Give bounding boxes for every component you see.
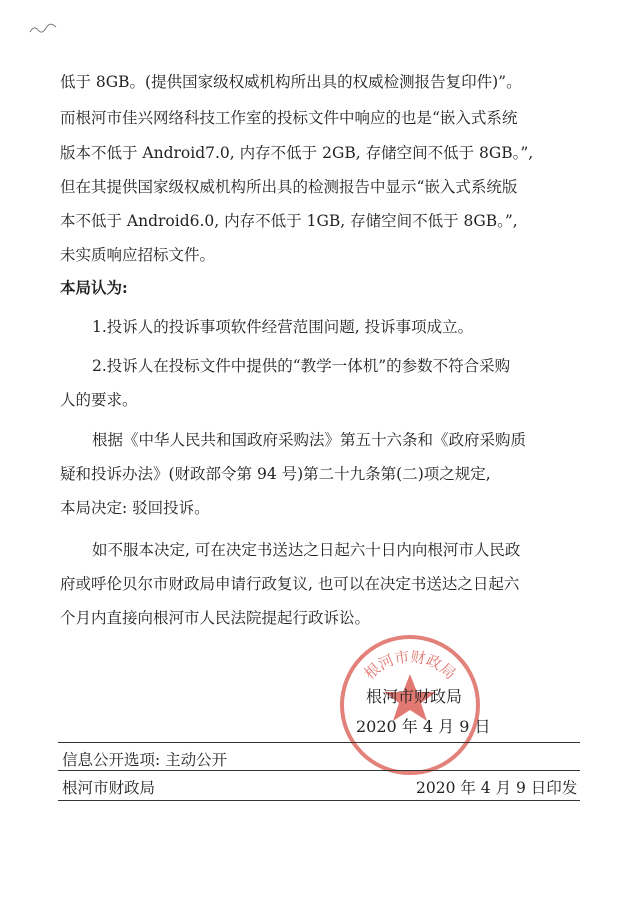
body-line: 而根河市佳兴网络科技工作室的投标文件中响应的也是“嵌入式系统 <box>60 109 518 127</box>
body-line: 府或呼伦贝尔市财政局申请行政复议, 也可以在决定书送达之日起六 <box>60 575 520 593</box>
body-line: 人的要求。 <box>60 391 138 409</box>
body-line: 根据《中华人民共和国政府采购法》第五十六条和《政府采购质 <box>92 431 527 449</box>
signature-date: 2020 年 4 月 9 日 <box>356 717 491 736</box>
divider-bottom <box>58 800 580 801</box>
divider-top <box>58 742 580 743</box>
conclusion-item-2: 2.投诉人在投标文件中提供的“教学一体机”的参数不符合采购 <box>92 357 511 375</box>
body-line: 低于 8GB。(提供国家级权威机构所出具的权威检测报告复印件)”。 <box>60 73 522 91</box>
body-line: 本不低于 Android6.0, 内存不低于 1GB, 存储空间不低于 8GB。”, <box>60 212 518 230</box>
body-line: 疑和投诉办法》(财政部令第 94 号)第二十九条第(二)项之规定, <box>60 465 491 483</box>
body-line: 个月内直接向根河市人民法院提起行政诉讼。 <box>60 609 371 627</box>
disclosure-option: 信息公开选项: 主动公开 <box>62 751 228 769</box>
issue-date: 2020 年 4 月 9 日印发 <box>416 779 578 797</box>
decision-line: 本局决定: 驳回投诉。 <box>60 499 210 517</box>
issuer: 根河市财政局 <box>62 779 156 797</box>
body-line: 版本不低于 Android7.0, 内存不低于 2GB, 存储空间不低于 8GB。”, <box>60 144 534 162</box>
conclusion-item-1: 1.投诉人的投诉事项软件经营范围问题, 投诉事项成立。 <box>92 318 474 336</box>
section-heading: 本局认为: <box>60 278 128 297</box>
divider-middle <box>58 770 580 771</box>
body-line: 但在其提供国家级权威机构所出具的检测报告中显示“嵌入式系统版 <box>60 178 518 196</box>
signature-org: 根河市财政局 <box>366 687 463 706</box>
seal-text: 根河市财政局 <box>360 647 460 683</box>
pen-mark <box>28 22 58 36</box>
body-line: 如不服本决定, 可在决定书送达之日起六十日内向根河市人民政 <box>92 541 521 559</box>
body-line: 未实质响应招标文件。 <box>60 246 216 264</box>
